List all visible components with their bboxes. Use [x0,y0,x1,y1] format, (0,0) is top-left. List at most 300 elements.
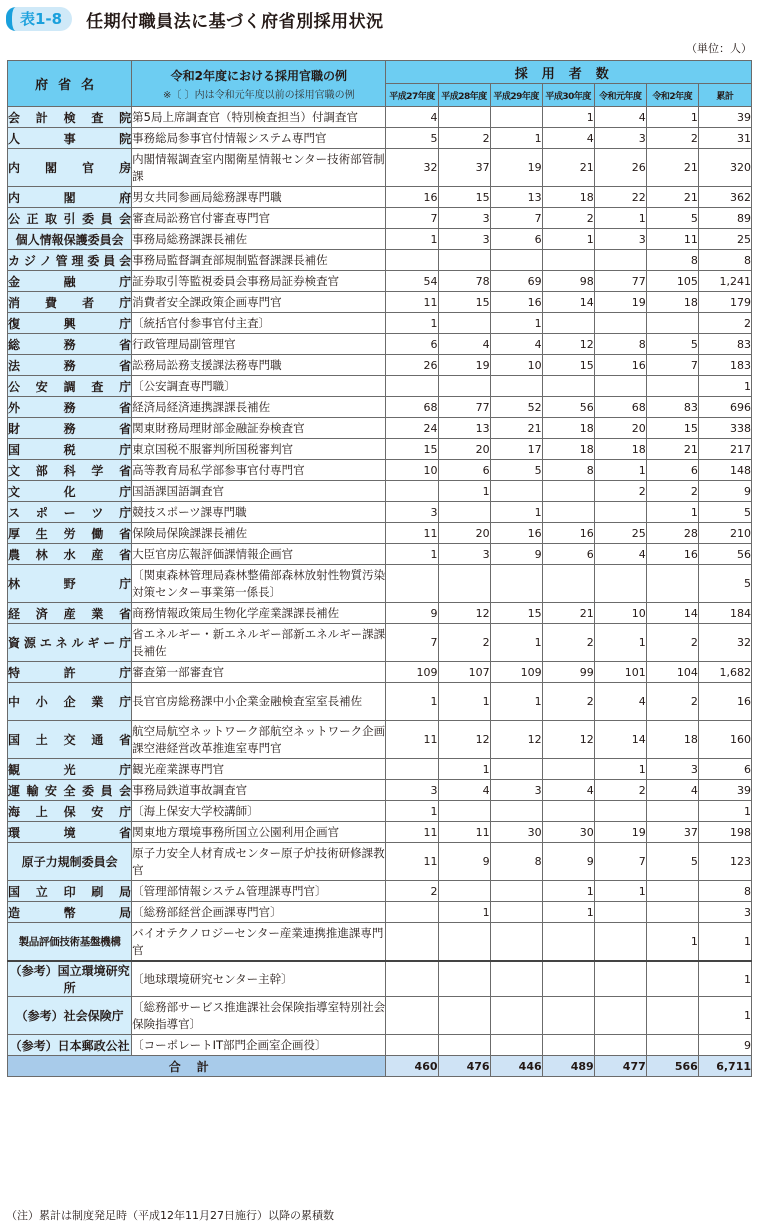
year-count-cell: 18 [646,721,698,759]
year-count-cell: 109 [386,662,438,683]
total-value-cell: 489 [542,1056,594,1077]
year-count-cell: 4 [438,334,490,355]
column-header-example-note: ※〔 〕内は令和元年度以前の採用官職の例 [163,89,355,101]
unit-label: （単位：人） [686,42,752,55]
year-count-cell [542,1035,594,1056]
year-count-cell: 8 [646,250,698,271]
agency-name-cell [8,721,132,759]
agency-name-cell [8,208,132,229]
agency-name: 公 安 調 査 庁 [8,379,132,394]
year-count-cell: 4 [438,780,490,801]
position-example-cell: 航空局航空ネットワーク部航空ネットワーク企画課空港経営改革推進室専門官 [132,721,386,759]
year-count-cell: 21 [542,149,594,187]
year-count-cell: 37 [438,149,490,187]
year-count-cell: 101 [594,662,646,683]
year-count-cell: 13 [490,187,542,208]
year-count-cell [594,565,646,603]
agency-name-cell [8,187,132,208]
year-count-cell: 109 [490,662,542,683]
year-count-cell [542,250,594,271]
position-example-cell: 内閣情報調査室内閣衛星情報センター技術部管制課 [132,149,386,187]
year-count-cell: 6 [490,229,542,250]
year-count-cell: 11 [438,822,490,843]
year-count-cell: 1 [646,923,698,962]
cumulative-cell: 179 [698,292,751,313]
agency-name: 会 計 検 査 院 [8,110,132,125]
year-count-cell: 68 [386,397,438,418]
year-count-cell: 12 [542,334,594,355]
year-count-cell: 1 [490,624,542,662]
year-count-cell: 18 [542,418,594,439]
cumulative-cell: 338 [698,418,751,439]
year-count-cell: 2 [594,780,646,801]
agency-name-cell [8,439,132,460]
agency-name-cell [8,902,132,923]
agency-name-cell [8,801,132,822]
cumulative-cell: 8 [698,250,751,271]
year-count-cell [386,923,438,962]
year-count-cell [646,565,698,603]
year-count-cell [542,376,594,397]
year-count-cell: 2 [646,624,698,662]
year-count-cell: 1 [386,801,438,822]
cumulative-cell: 32 [698,624,751,662]
year-count-cell [542,481,594,502]
agency-name-cell [8,460,132,481]
table-row [8,128,752,149]
year-count-cell: 69 [490,271,542,292]
position-example-cell: 証券取引等監視委員会事務局証券検査官 [132,271,386,292]
year-count-cell: 1 [490,502,542,523]
year-count-cell: 30 [542,822,594,843]
year-count-cell: 6 [646,460,698,481]
agency-name-cell [8,149,132,187]
year-count-cell: 3 [490,780,542,801]
year-count-cell: 3 [646,759,698,780]
table-row [8,208,752,229]
year-count-cell: 3 [438,544,490,565]
cumulative-cell: 148 [698,460,751,481]
cumulative-cell: 1 [698,923,751,962]
table-row [8,662,752,683]
position-example-cell: 事務局総務課課長補佐 [132,229,386,250]
total-value-cell: 446 [490,1056,542,1077]
agency-name: 造 幣 局 [8,905,132,920]
year-count-cell [438,107,490,128]
year-count-cell: 1 [594,624,646,662]
agency-name: 総 務 省 [8,337,132,352]
position-example-cell: 〔統括官付参事官付主査〕 [132,313,386,334]
agency-name-cell [8,128,132,149]
year-count-cell [542,961,594,997]
agency-name-cell [8,544,132,565]
table-body [8,107,752,1077]
position-example-cell: 事務局鉄道事故調査官 [132,780,386,801]
year-count-cell [594,801,646,822]
year-count-cell: 3 [594,229,646,250]
position-example-cell: 審査局訟務官付審査専門官 [132,208,386,229]
year-count-cell [594,902,646,923]
agency-name-cell [8,523,132,544]
agency-name: カ ジ ノ 管 理 委 員 会 [8,253,132,268]
position-example-cell: 観光産業課専門官 [132,759,386,780]
year-count-cell: 7 [594,843,646,881]
total-row [8,1056,752,1077]
position-example-cell: 消費者安全課政策企画専門官 [132,292,386,313]
position-example-cell: 高等教育局私学部参事官付専門官 [132,460,386,481]
year-count-cell: 21 [646,149,698,187]
table-row [8,961,752,997]
year-count-cell [386,759,438,780]
year-count-cell [490,801,542,822]
year-count-cell: 7 [386,208,438,229]
position-example-cell: 第5局上席調査官（特別検査担当）付調査官 [132,107,386,128]
year-count-cell [386,961,438,997]
agency-name: 消 費 者 庁 [8,295,132,310]
table-caption [6,6,384,32]
year-count-cell: 1 [386,544,438,565]
year-count-cell: 107 [438,662,490,683]
column-header-year: 平成28年度 [438,84,490,107]
year-count-cell: 11 [386,721,438,759]
position-example-cell: 事務局監督調査部規制監督課課長補佐 [132,250,386,271]
year-count-cell: 21 [490,418,542,439]
cumulative-cell: 1,241 [698,271,751,292]
year-count-cell [490,107,542,128]
cumulative-cell: 16 [698,683,751,721]
table-row [8,721,752,759]
cumulative-cell: 217 [698,439,751,460]
cumulative-cell: 56 [698,544,751,565]
position-example-cell: 〔総務部サービス推進課社会保険指導室特別社会保険指導官〕 [132,997,386,1035]
total-value-cell: 476 [438,1056,490,1077]
column-header-example [132,61,386,107]
year-count-cell: 4 [542,780,594,801]
agency-name: 人 事 院 [8,131,132,146]
year-count-cell: 52 [490,397,542,418]
year-count-cell [646,801,698,822]
agency-name: 農 林 水 産 省 [8,547,132,562]
year-count-cell [542,759,594,780]
year-count-cell [594,961,646,997]
year-count-cell [646,997,698,1035]
year-count-cell: 4 [386,107,438,128]
year-count-cell [438,502,490,523]
year-count-cell: 1 [646,502,698,523]
agency-name: 環 境 省 [8,825,132,840]
year-count-cell: 56 [542,397,594,418]
table-row [8,624,752,662]
agency-name-cell: 個人情報保護委員会 [8,229,132,250]
year-count-cell: 37 [646,822,698,843]
year-count-cell: 2 [646,128,698,149]
cumulative-cell: 1,682 [698,662,751,683]
year-count-cell: 20 [438,523,490,544]
agency-name: 国 立 印 刷 局 [8,884,132,899]
year-count-cell: 12 [542,721,594,759]
table-row [8,229,752,250]
year-count-cell: 11 [386,292,438,313]
agency-name: 林 野 庁 [8,577,132,591]
cumulative-cell: 1 [698,997,751,1035]
agency-name-cell: 製品評価技術基盤機構 [8,923,132,962]
agency-name: 復 興 庁 [8,316,132,331]
agency-name-cell [8,780,132,801]
year-count-cell: 17 [490,439,542,460]
position-example-cell: 経済局経済連携課課長補佐 [132,397,386,418]
position-example-cell: 〔管理部情報システム管理課専門官〕 [132,881,386,902]
position-example-cell: バイオテクノロジーセンター産業連携推進課専門官 [132,923,386,962]
agency-name: 内 閣 官 房 [8,161,132,175]
agency-name: 国 税 庁 [8,442,132,457]
position-example-cell: 〔地球環境研究センター主幹〕 [132,961,386,997]
agency-name: 文 部 科 学 省 [8,463,132,478]
year-count-cell [386,997,438,1035]
year-count-cell: 2 [386,881,438,902]
year-count-cell [542,502,594,523]
year-count-cell: 4 [646,780,698,801]
cumulative-cell: 210 [698,523,751,544]
year-count-cell: 14 [542,292,594,313]
position-example-cell: 関東財務局理財部金融証券検査官 [132,418,386,439]
year-count-cell [490,376,542,397]
year-count-cell [386,1035,438,1056]
agency-name-cell [8,662,132,683]
table-row [8,923,752,962]
table-row [8,481,752,502]
year-count-cell: 1 [594,881,646,902]
position-example-cell: 大臣官房広報評価課情報企画官 [132,544,386,565]
agency-name: 厚 生 労 働 省 [8,526,132,541]
year-count-cell: 12 [438,721,490,759]
year-count-cell [646,881,698,902]
year-count-cell: 5 [646,334,698,355]
year-count-cell: 4 [594,544,646,565]
agency-name-cell: （参考）日本郵政公社 [8,1035,132,1056]
year-count-cell [438,1035,490,1056]
table-row [8,355,752,376]
year-count-cell: 15 [490,603,542,624]
year-count-cell [490,881,542,902]
year-count-cell: 1 [490,313,542,334]
year-count-cell: 1 [386,313,438,334]
year-count-cell: 21 [646,187,698,208]
cumulative-cell: 1 [698,376,751,397]
position-example-cell: 原子力安全人材育成センター原子炉技術研修課教官 [132,843,386,881]
year-count-cell: 4 [594,683,646,721]
year-count-cell [438,997,490,1035]
cumulative-cell: 89 [698,208,751,229]
cumulative-cell: 39 [698,107,751,128]
position-example-cell: 関東地方環境事務所国立公園利用企画官 [132,822,386,843]
table-row [8,603,752,624]
table-row [8,523,752,544]
year-count-cell: 1 [438,683,490,721]
agency-name-cell [8,355,132,376]
year-count-cell: 1 [438,902,490,923]
cumulative-cell: 320 [698,149,751,187]
cumulative-cell: 3 [698,902,751,923]
year-count-cell: 6 [542,544,594,565]
column-header-year: 累計 [698,84,751,107]
total-label: 合計 [8,1056,386,1077]
table-row [8,881,752,902]
table-row [8,397,752,418]
year-count-cell: 1 [438,759,490,780]
year-count-cell [594,923,646,962]
year-count-cell: 14 [594,721,646,759]
year-count-cell: 18 [646,292,698,313]
year-count-cell: 4 [490,334,542,355]
table-row [8,334,752,355]
year-count-cell: 105 [646,271,698,292]
year-count-cell: 3 [438,229,490,250]
year-count-cell: 6 [438,460,490,481]
cumulative-cell: 184 [698,603,751,624]
page-title: 任期付職員法に基づく府省別採用状況 [86,11,384,32]
year-count-cell: 3 [438,208,490,229]
year-count-cell: 5 [490,460,542,481]
year-count-cell: 1 [542,107,594,128]
year-count-cell [386,481,438,502]
table-number-badge: 表1-8 [6,7,72,31]
year-count-cell: 5 [646,208,698,229]
year-count-cell: 19 [594,292,646,313]
year-count-cell [386,250,438,271]
year-count-cell: 20 [438,439,490,460]
column-group-header-recruits: 採用者数 [386,61,752,84]
year-count-cell [438,881,490,902]
agency-name-cell [8,271,132,292]
year-count-cell: 6 [386,334,438,355]
year-count-cell: 9 [438,843,490,881]
cumulative-cell: 1 [698,801,751,822]
agency-name: 海 上 保 安 庁 [8,804,132,819]
year-count-cell: 78 [438,271,490,292]
year-count-cell [490,997,542,1035]
year-count-cell: 2 [646,481,698,502]
year-count-cell [490,565,542,603]
year-count-cell: 1 [490,128,542,149]
agency-name: 経 済 産 業 省 [8,606,132,621]
total-value-cell: 460 [386,1056,438,1077]
year-count-cell [490,759,542,780]
year-count-cell: 21 [542,603,594,624]
position-example-cell: 保険局保険課課長補佐 [132,523,386,544]
year-count-cell: 12 [490,721,542,759]
column-header-agency: 府省名 [8,61,132,107]
year-count-cell: 2 [542,208,594,229]
year-count-cell: 19 [490,149,542,187]
cumulative-cell: 160 [698,721,751,759]
year-count-cell: 10 [490,355,542,376]
year-count-cell [438,923,490,962]
year-count-cell: 99 [542,662,594,683]
position-example-cell: 男女共同参画局総務課専門職 [132,187,386,208]
footnote: （注）累計は制度発足時（平成12年11月27日施行）以降の累積数 [6,1209,334,1222]
year-count-cell: 3 [594,128,646,149]
year-count-cell: 32 [386,149,438,187]
table-row [8,460,752,481]
year-count-cell: 28 [646,523,698,544]
year-count-cell: 1 [594,759,646,780]
year-count-cell [490,481,542,502]
year-count-cell [542,565,594,603]
year-count-cell: 1 [386,683,438,721]
agency-name-cell [8,822,132,843]
agency-name-cell [8,397,132,418]
year-count-cell [490,250,542,271]
table-row [8,107,752,128]
position-example-cell: 審査第一部審査官 [132,662,386,683]
agency-name-cell [8,376,132,397]
year-count-cell: 15 [386,439,438,460]
year-count-cell [594,313,646,334]
year-count-cell: 1 [542,881,594,902]
year-count-cell: 16 [490,292,542,313]
year-count-cell [542,923,594,962]
year-count-cell: 20 [594,418,646,439]
year-count-cell: 77 [438,397,490,418]
table-row [8,759,752,780]
position-example-cell: 東京国税不服審判所国税審判官 [132,439,386,460]
position-example-cell: 長官官房総務課中小企業金融検査室室長補佐 [132,683,386,721]
table-row [8,292,752,313]
year-count-cell: 15 [646,418,698,439]
table-row [8,418,752,439]
table-row [8,902,752,923]
year-count-cell [594,502,646,523]
year-count-cell: 1 [542,229,594,250]
year-count-cell: 1 [386,229,438,250]
year-count-cell [490,1035,542,1056]
total-value-cell: 566 [646,1056,698,1077]
agency-name: 金 融 庁 [8,274,132,289]
year-count-cell: 1 [646,107,698,128]
year-count-cell: 8 [594,334,646,355]
agency-name-cell [8,502,132,523]
year-count-cell [542,313,594,334]
agency-name-cell [8,292,132,313]
year-count-cell: 11 [386,822,438,843]
year-count-cell: 18 [594,439,646,460]
year-count-cell [386,902,438,923]
agency-name-cell [8,334,132,355]
table-row [8,843,752,881]
position-example-cell: 〔コーポレートIT部門企画室企画役〕 [132,1035,386,1056]
year-count-cell: 9 [386,603,438,624]
year-count-cell [594,250,646,271]
year-count-cell: 16 [542,523,594,544]
year-count-cell [490,902,542,923]
cumulative-cell: 5 [698,565,751,603]
cumulative-cell: 83 [698,334,751,355]
column-header-year: 平成27年度 [386,84,438,107]
year-count-cell: 14 [646,603,698,624]
table-row [8,250,752,271]
year-count-cell: 4 [594,107,646,128]
year-count-cell: 10 [594,603,646,624]
year-count-cell: 13 [438,418,490,439]
position-example-cell: 国語課国語調査官 [132,481,386,502]
year-count-cell [490,923,542,962]
year-count-cell: 7 [646,355,698,376]
year-count-cell [594,376,646,397]
year-count-cell: 16 [594,355,646,376]
year-count-cell: 9 [542,843,594,881]
year-count-cell: 19 [594,822,646,843]
table-row [8,439,752,460]
